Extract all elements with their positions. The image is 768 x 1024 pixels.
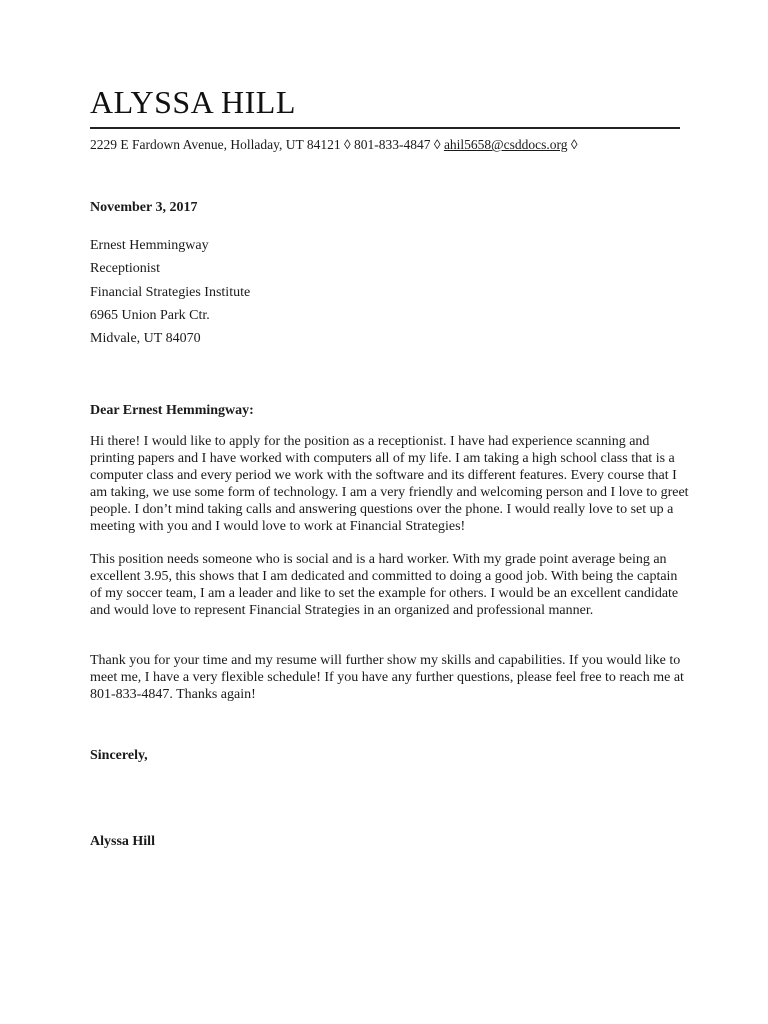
body-paragraph-2: This position needs someone who is social and is a hard worker. With my grade point average being an excellent 3.95, this shows that I am dedicated and committed to doing a good job. With being the captain of my soccer team, I am a leader and like to set the example for others. I would be an excellent candidate and would love to represent Financial Strategies in an organized and professional manner.: [90, 552, 679, 618]
sender-name: ALYSSA HILL: [90, 84, 296, 120]
letter-date: November 3, 2017: [90, 200, 198, 215]
header-rule: [90, 127, 680, 129]
recipient-block: [90, 234, 250, 350]
salutation: Dear Ernest Hemmingway:: [90, 403, 254, 418]
signature-name: Alyssa Hill: [90, 834, 155, 849]
recipient-company: Financial Strategies Institute: [90, 284, 251, 300]
sender-address: 2229 E Fardown Avenue, Holladay, UT 84121: [90, 137, 341, 152]
separator-diamond: ◊: [570, 137, 578, 152]
body-paragraph-3: Thank you for your time and my resume will further show my skills and capabilities. If you would like to meet me, I have a very flexible schedule! If you have any further questions, please feel free to reach me at 801-833-4847. Thanks again!: [90, 653, 684, 702]
separator-diamond: ◊: [343, 137, 351, 152]
closing: Sincerely,: [90, 748, 148, 763]
contact-line: [90, 137, 578, 153]
recipient-street: 6965 Union Park Ctr.: [90, 307, 210, 323]
sender-email-link[interactable]: ahil5658@csddocs.org: [443, 137, 568, 152]
recipient-city: Midvale, UT 84070: [90, 331, 201, 347]
sender-phone: 801-833-4847: [354, 137, 431, 152]
recipient-title: Receptionist: [90, 261, 160, 277]
separator-diamond: ◊: [433, 137, 441, 152]
recipient-name: Ernest Hemmingway: [90, 238, 209, 253]
body-paragraph-1: Hi there! I would like to apply for the position as a receptionist. I have had experience scanning and printing papers and I have worked with computers all of my life. I am taking a high school class that is a computer class and every period we work with the software and its different features. Every course that I am taking, we use some form of technology. I am a very friendly and welcoming person and I love to greet people. I don’t mind taking calls and answering questions over the phone. I would really love to set up a meeting with you and I would love to work at Financial Strategies!: [90, 434, 689, 534]
